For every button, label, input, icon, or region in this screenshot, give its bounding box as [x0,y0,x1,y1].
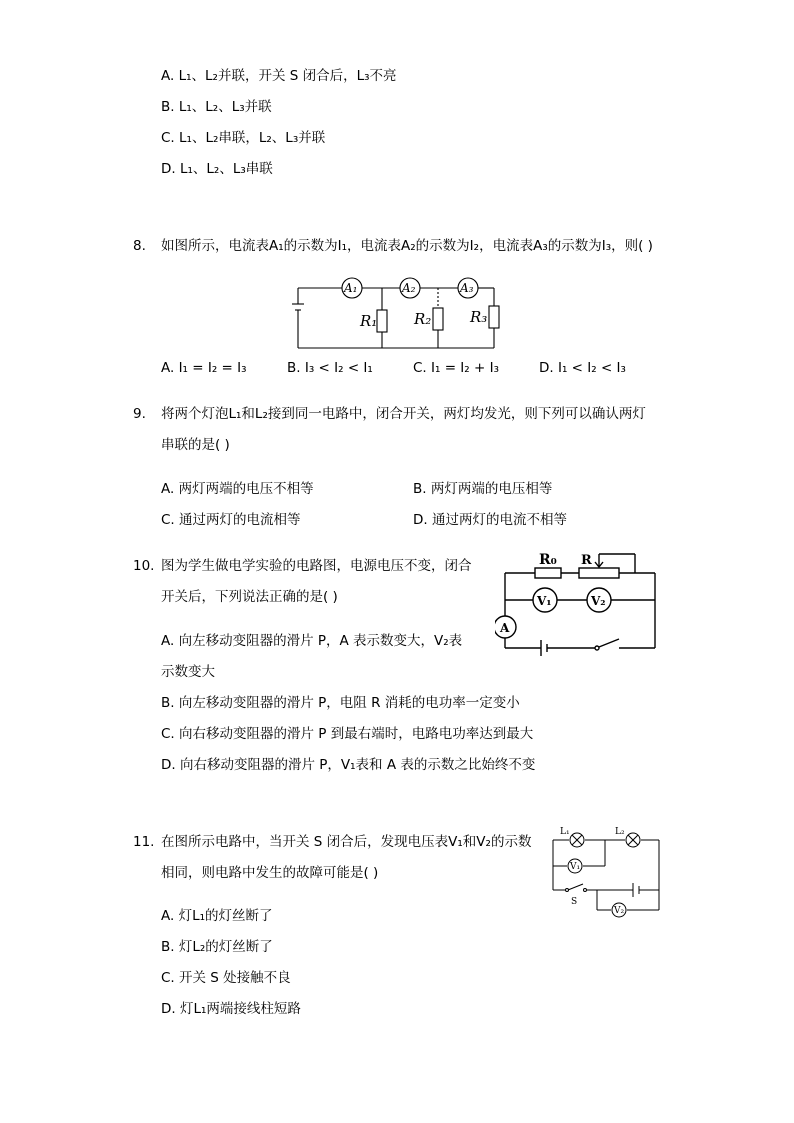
q8-option-a: A. I₁ = I₂ = I₃ [161,360,247,376]
q11-fig-l2: L₂ [615,827,625,837]
q11-fig-v2: V₂ [614,906,625,916]
q8-fig-r3: R₃ [470,308,488,326]
q11-stem-line1: 在图所示电路中，当开关 S 闭合后，发现电压表V₁和V₂的示数 [161,834,532,850]
q8-fig-a2: A₂ [402,281,416,295]
q11-fig-v1: V₁ [570,862,581,872]
q8-fig-a3: A₃ [460,281,474,295]
q9-option-b: B. 两灯两端的电压相等 [413,481,553,497]
q11-stem-line2: 相同，则电路中发生的故障可能是( ) [161,865,379,881]
q7-option-c: C. L₁、L₂串联，L₂、L₃并联 [161,130,326,146]
q11-option-b: B. 灯L₂的灯丝断了 [161,939,273,955]
q10-option-d: D. 向右移动变阻器的滑片 P，V₁表和 A 表的示数之比始终不变 [161,757,536,773]
q10-stem-line1: 图为学生做电学实验的电路图，电源电压不变，闭合 [161,558,472,574]
q8-option-b: B. I₃ < I₂ < I₁ [287,360,373,376]
q11-number: 11. [133,834,155,850]
q11-option-c: C. 开关 S 处接触不良 [161,970,291,986]
q8-fig-r2: R₂ [414,310,432,328]
q10-option-a-line1: A. 向左移动变阻器的滑片 P，A 表示数变大，V₂表 [161,633,463,649]
q10-stem-line2: 开关后，下列说法正确的是( ) [161,589,338,605]
q8-fig-r1: R₁ [360,312,378,330]
q11-option-a: A. 灯L₁的灯丝断了 [161,908,273,924]
q10-option-a-line2: 示数变大 [161,664,215,680]
q9-stem-line1: 将两个灯泡L₁和L₂接到同一电路中，闭合开关，两灯均发光，则下列可以确认两灯 [161,406,646,422]
q8-option-c: C. I₁ = I₂ + I₃ [413,360,499,376]
q9-stem-line2: 串联的是( ) [161,437,230,453]
q9-option-a: A. 两灯两端的电压不相等 [161,481,314,497]
q7-option-a: A. L₁、L₂并联，开关 S 闭合后，L₃不亮 [161,68,397,84]
q8-option-d: D. I₁ < I₂ < I₃ [539,360,626,376]
q11-fig-l1: L₁ [560,827,570,837]
q10-option-b: B. 向左移动变阻器的滑片 P，电阻 R 消耗的电功率一定变小 [161,695,520,711]
q10-fig-v2: V₂ [591,594,606,608]
q10-fig-a: A [500,621,510,635]
q10-option-c: C. 向右移动变阻器的滑片 P 到最右端时，电路电功率达到最大 [161,726,534,742]
q11-option-d: D. 灯L₁两端接线柱短路 [161,1001,301,1017]
q8-number: 8. [133,238,146,254]
q10-fig-v1: V₁ [537,594,552,608]
q11-fig-s: S [571,897,578,907]
q10-fig-r0: R₀ [539,552,557,568]
q9-number: 9. [133,406,146,422]
q10-circuit-diagram [495,548,665,660]
q9-option-c: C. 通过两灯的电流相等 [161,512,301,528]
q7-option-d: D. L₁、L₂、L₃串联 [161,161,273,177]
q8-fig-a1: A₁ [344,281,358,295]
q7-option-b: B. L₁、L₂、L₃并联 [161,99,272,115]
q10-number: 10. [133,558,155,574]
q9-option-d: D. 通过两灯的电流不相等 [413,512,567,528]
q8-stem: 如图所示，电流表A₁的示数为I₁，电流表A₂的示数为I₂，电流表A₃的示数为I₃，则( ) [161,238,653,254]
q8-circuit-diagram [290,272,510,354]
q11-circuit-diagram [545,822,665,918]
q10-fig-r: R [581,553,592,568]
